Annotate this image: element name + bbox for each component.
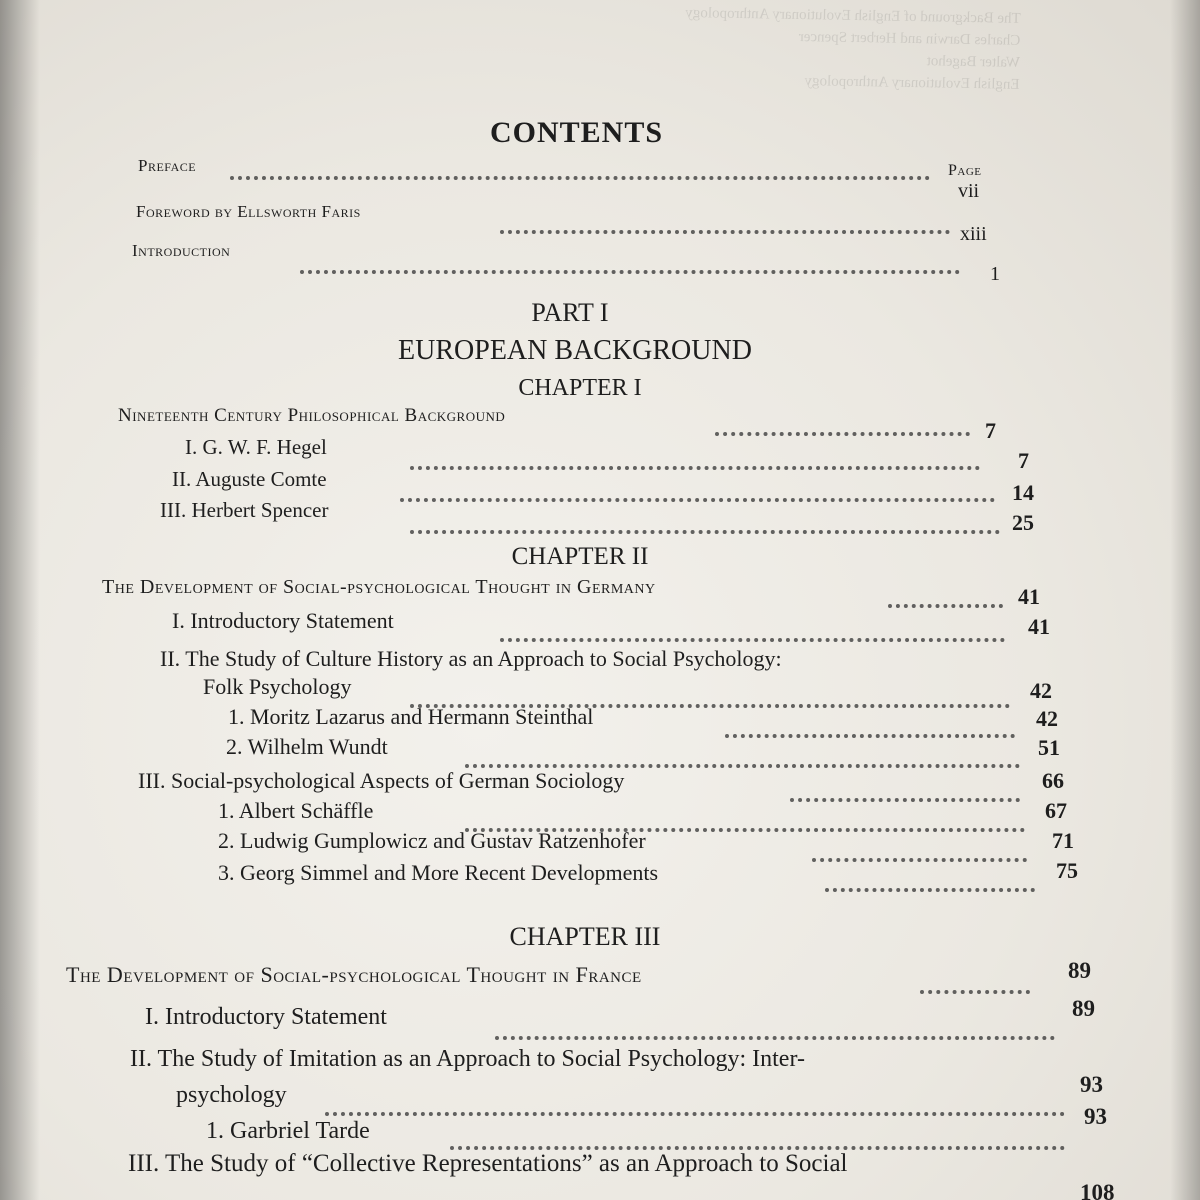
page-number: 89 — [1072, 996, 1095, 1021]
dot-leader — [500, 226, 950, 234]
chapter-heading: CHAPTER I — [518, 375, 642, 401]
chapter-title: The Development of Social-psychological Thought in France — [66, 962, 642, 987]
dot-leader — [400, 494, 995, 502]
page-shadow-left — [0, 0, 40, 1200]
toc-entry: 1. Garbriel Tarde — [206, 1118, 370, 1144]
page-number: 1 — [990, 263, 1000, 285]
page-number: 41 — [1018, 584, 1040, 609]
chapter-title: The Development of Social-psychological Thought in Germany — [102, 576, 656, 598]
toc-entry: 2. Ludwig Gumplowicz and Gustav Ratzenhofer — [218, 828, 646, 853]
page-number: 75 — [1056, 858, 1078, 883]
dot-leader — [812, 854, 1027, 862]
page-number: 66 — [1042, 768, 1064, 793]
toc-entry: I. Introductory Statement — [145, 1004, 387, 1030]
page-number: 89 — [1068, 958, 1091, 983]
dot-leader — [410, 462, 980, 470]
chapter-heading: CHAPTER II — [511, 543, 649, 570]
page-number: vii — [958, 180, 980, 202]
toc-entry: II. The Study of Culture History as an Approach to Social Psychology: — [160, 646, 782, 671]
toc-entry: 1. Albert Schäffle — [218, 798, 374, 823]
page-number: 41 — [1028, 614, 1050, 639]
page-number: 25 — [1012, 510, 1034, 535]
page-number: 108 — [1080, 1180, 1115, 1200]
toc-entry-continuation: psychology — [176, 1082, 287, 1108]
toc-entry: III. The Study of “Collective Representations” as an Approach to Social — [128, 1150, 848, 1177]
toc-entry: III. Social-psychological Aspects of German Sociology — [138, 768, 625, 793]
page-column-label: Page — [948, 162, 982, 179]
part-number: PART I — [531, 298, 609, 327]
contents-title: CONTENTS — [490, 116, 664, 149]
page-number: 14 — [1012, 480, 1034, 505]
toc-entry-preface: Preface — [138, 156, 197, 175]
chapter-heading: CHAPTER III — [509, 922, 661, 951]
dot-leader — [888, 600, 1003, 608]
dot-leader — [920, 986, 1030, 994]
dot-leader — [825, 884, 1035, 892]
toc-entry-introduction: Introduction — [132, 241, 231, 260]
page-number: 67 — [1045, 798, 1067, 823]
part-title: EUROPEAN BACKGROUND — [398, 335, 752, 366]
dot-leader — [465, 760, 1020, 768]
toc-entry: I. Introductory Statement — [172, 608, 394, 633]
dot-leader — [230, 172, 930, 180]
page-number: 7 — [985, 418, 996, 443]
dot-leader — [725, 730, 1015, 738]
page-number: 42 — [1030, 678, 1052, 703]
dot-leader — [790, 794, 1020, 802]
toc-entry: I. G. W. F. Hegel — [185, 435, 327, 459]
toc-entry: 3. Georg Simmel and More Recent Developments — [218, 860, 659, 885]
show-through-text: The Background of English Evolutionary Anthropology Charles Darwin and Herbert Spencer Walter Bagehot English Evolutionary Anthropology — [685, 5, 1021, 93]
dot-leader — [500, 634, 1005, 642]
page-number: 93 — [1080, 1072, 1103, 1097]
dot-leader — [450, 1142, 1065, 1150]
dot-leader — [495, 1032, 1055, 1040]
page-number: 71 — [1052, 828, 1074, 853]
dot-leader — [715, 428, 970, 436]
toc-entry: 1. Moritz Lazarus and Hermann Steinthal — [228, 704, 594, 729]
page-number: xiii — [960, 223, 987, 245]
page-shadow-right — [1170, 0, 1200, 1200]
toc-entry-foreword: Foreword by Ellsworth Faris — [136, 202, 361, 221]
page-number: 51 — [1038, 735, 1060, 760]
toc-entry: III. Herbert Spencer — [160, 498, 329, 522]
toc-entry-continuation: Folk Psychology — [203, 674, 352, 699]
dot-leader — [300, 266, 960, 274]
page-number: 7 — [1018, 448, 1029, 473]
toc-entry: II. Auguste Comte — [172, 467, 327, 491]
dot-leader — [325, 1108, 1065, 1116]
page-number: 42 — [1036, 706, 1058, 731]
dot-leader — [410, 526, 1000, 534]
page-number: 93 — [1084, 1104, 1107, 1129]
chapter-title: Nineteenth Century Philosophical Background — [118, 405, 506, 426]
toc-entry: II. The Study of Imitation as an Approach to Social Psychology: Inter- — [130, 1046, 805, 1072]
toc-entry: 2. Wilhelm Wundt — [226, 734, 388, 759]
